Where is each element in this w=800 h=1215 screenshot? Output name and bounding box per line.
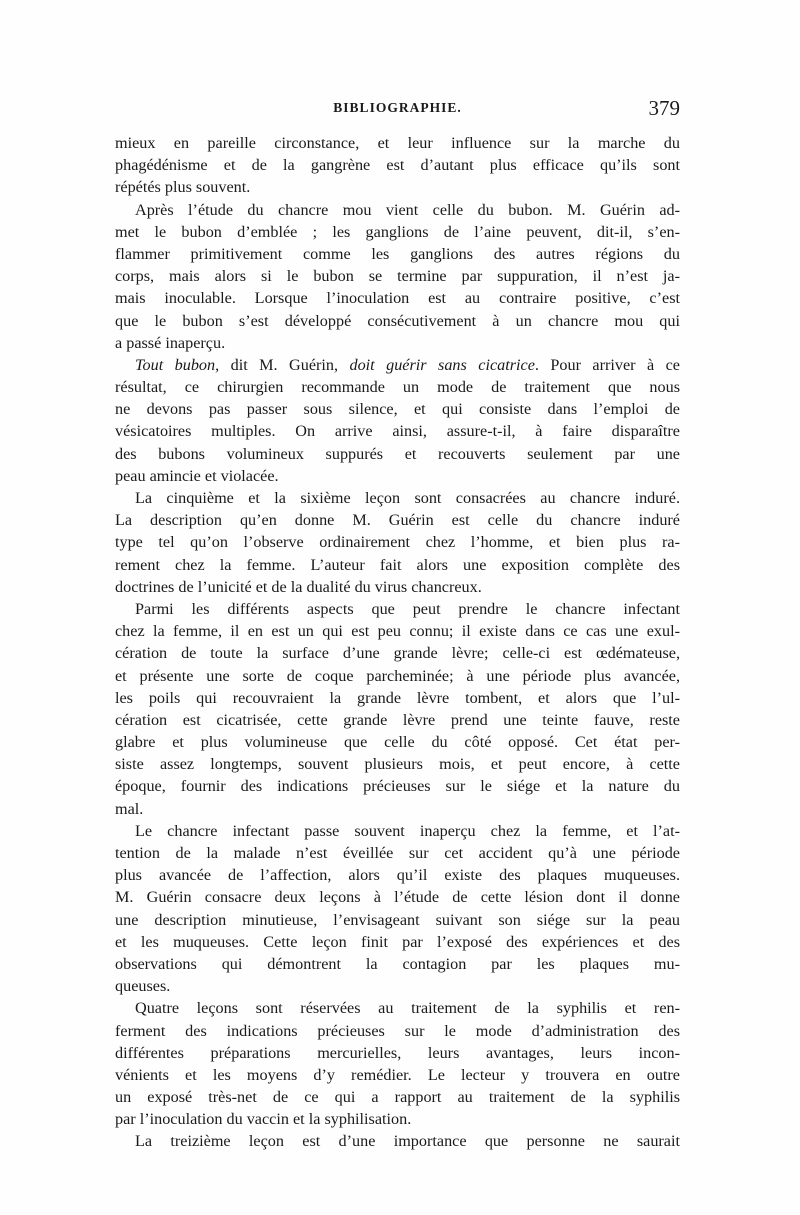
text-line: une description minutieuse, l’envisageant suivant son siége sur la peau (115, 910, 680, 929)
text-line: Tout bubon, dit M. Guérin, doit guérir sans cicatrice. Pour arriver à ce (135, 355, 680, 374)
text-line: mal. (115, 799, 144, 818)
text-line: cération de toute la surface d’une grande lèvre; celle-ci est œdémateuse, (115, 644, 680, 663)
text-line: Parmi les différents aspects que peut prendre le chancre infectant (135, 599, 680, 618)
text-line: les poils qui recouvraient la grande lèvre tombent, et alors que l’ul- (115, 688, 680, 707)
text-line: mieux en pareille circonstance, et leur influence sur la marche du (115, 134, 680, 152)
text-line: observations qui démontrent la contagion par les plaques mu- (115, 954, 680, 973)
text-line: et présente une sorte de coque parcheminée; à une période plus avancée, (115, 666, 680, 685)
text-line: époque, fournir des indications précieuses sur le siége et la nature du (115, 777, 680, 796)
text-line: phagédénisme et de la gangrène est d’autant plus efficace qu’ils sont (115, 156, 680, 175)
text-line: a passé inaperçu. (115, 333, 226, 352)
text-line: Quatre leçons sont réservées au traitement de la syphilis et ren- (135, 999, 680, 1018)
text-line: ne devons pas passer sous silence, et qui consiste dans l’emploi de (115, 400, 680, 419)
body-text (115, 132, 680, 1153)
running-title: BIBLIOGRAPHIE. (333, 100, 462, 115)
page-header (115, 96, 680, 124)
text-line: met le bubon d’emblée ; les ganglions de l’aine peuvent, dit-il, s’en- (115, 222, 680, 241)
text-line: cération est cicatrisée, cette grande lèvre prend une teinte fauve, reste (115, 710, 680, 729)
text-line: un exposé très-net de ce qui a rapport au traitement de la syphilis (115, 1088, 680, 1107)
text-line: La cinquième et la sixième leçon sont consacrées au chancre induré. (135, 489, 680, 507)
text-line: mais inoculable. Lorsque l’inoculation est au contraire positive, c’est (115, 289, 680, 308)
text-line: par l’inoculation du vaccin et la syphilisation. (115, 1110, 412, 1129)
text-line: des bubons volumineux suppurés et recouverts seulement par une (115, 444, 680, 463)
text-line: doctrines de l’unicité et de la dualité du virus chancreux. (115, 577, 482, 596)
text-line: glabre et plus volumineuse que celle du côté opposé. Cet état per- (115, 733, 680, 752)
text-line: rement chez la femme. L’auteur fait alors une exposition complète des (115, 555, 680, 574)
text-line: que le bubon s’est développé consécutivement à un chancre mou qui (115, 311, 680, 330)
text-line: plus avancée de l’affection, alors qu’il existe des plaques muqueuses. (115, 866, 680, 885)
text-line: répétés plus souvent. (115, 178, 251, 197)
text-line: et les muqueuses. Cette leçon finit par l’exposé des expériences et des (115, 932, 680, 951)
text-line: queuses. (115, 977, 171, 996)
text-line: ferment des indications précieuses sur le mode d’administration des (115, 1021, 680, 1040)
text-line: Le chancre infectant passe souvent inaperçu chez la femme, et l’at- (135, 821, 680, 840)
text-line: peau amincie et violacée. (115, 466, 279, 485)
text-line: corps, mais alors si le bubon se termine par suppuration, il n’est ja- (115, 267, 680, 286)
text-line: chez la femme, il en est un qui est peu connu; il existe dans ce cas une exul- (115, 622, 680, 641)
text-line: tention de la malade n’est éveillée sur cet accident qu’à une période (115, 844, 680, 862)
text-line: La treizième leçon est d’une importance que personne ne saurait (135, 1132, 680, 1151)
text-line: Après l’étude du chancre mou vient celle du bubon. M. Guérin ad- (135, 200, 680, 219)
text-line: vésicatoires multiples. On arrive ainsi, assure-t-il, à faire disparaître (115, 422, 680, 441)
page-number: 379 (648, 96, 680, 120)
text-line: flammer primitivement comme les ganglions des autres régions du (115, 244, 680, 263)
text-line: différentes préparations mercurielles, leurs avantages, leurs incon- (115, 1043, 680, 1062)
text-line: La description qu’en donne M. Guérin est celle du chancre induré (115, 511, 680, 530)
text-line: M. Guérin consacre deux leçons à l’étude de cette lésion dont il donne (115, 888, 680, 907)
text-line: résultat, ce chirurgien recommande un mode de traitement que nous (115, 378, 680, 397)
text-line: type tel qu’on l’observe ordinairement chez l’homme, et bien plus ra- (115, 533, 680, 552)
text-line: vénients et les moyens d’y remédier. Le lecteur y trouvera en outre (115, 1065, 680, 1084)
text-line: siste assez longtemps, souvent plusieurs mois, et peut encore, à cette (115, 755, 680, 774)
